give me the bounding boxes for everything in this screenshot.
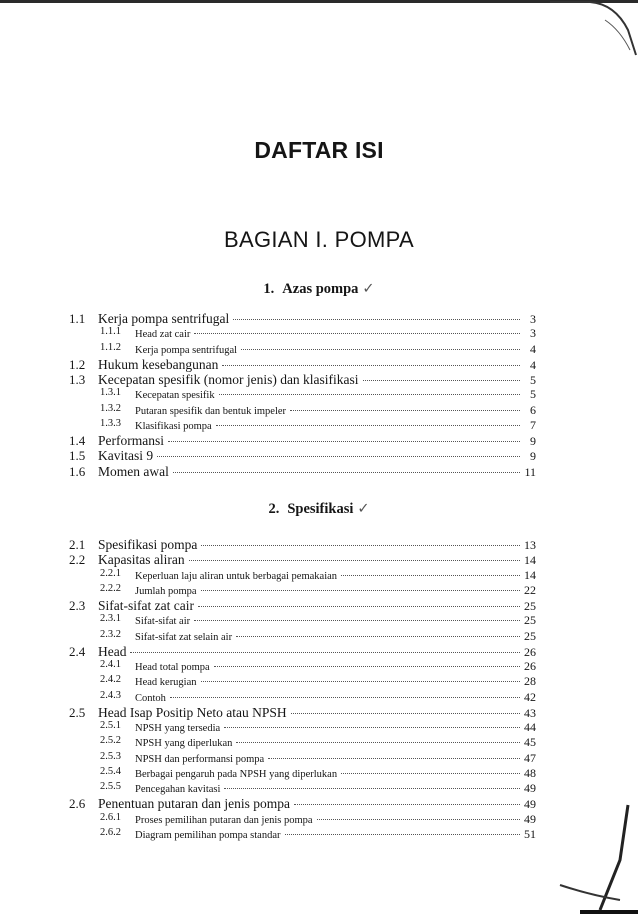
toc-entry-title: Head (98, 643, 127, 659)
toc-entry-page: 25 (524, 599, 536, 613)
toc-entry-title: Spesifikasi pompa (98, 537, 198, 552)
toc-entry-title: Hukum kesebangunan (98, 356, 219, 372)
toc-entry[interactable] (0, 552, 638, 568)
toc-entry-number: 2.5.3 (100, 750, 121, 762)
toc-entry-number: 1.4 (69, 433, 86, 448)
toc-entry-number: 2.5.4 (100, 765, 121, 777)
toc-entry[interactable] (0, 812, 638, 828)
toc-entry[interactable] (0, 720, 638, 736)
toc-entry[interactable] (0, 613, 638, 629)
toc-entry-title: Momen awal (98, 463, 169, 479)
toc-entry-page: 5 (530, 373, 536, 387)
toc-entry-page: 26 (524, 659, 536, 673)
toc-entry-page: 3 (530, 312, 536, 326)
toc-entry-page: 47 (524, 750, 536, 765)
toc-entry-number: 1.3.2 (100, 402, 121, 414)
toc-entry[interactable] (0, 326, 638, 342)
toc-entry-number: 2.5.2 (100, 735, 121, 747)
dot-leader (236, 636, 520, 637)
toc-entry-number: 1.5 (69, 448, 86, 464)
toc-entry-number: 2.2.2 (100, 582, 121, 594)
toc-entry-number: 2.4 (69, 643, 86, 659)
dot-leader (189, 560, 520, 561)
dot-leader (294, 804, 520, 805)
toc-entry-title: Putaran spesifik dan bentuk impeler (135, 405, 287, 417)
dot-leader (291, 713, 520, 714)
dot-leader (341, 773, 520, 774)
toc-entry-title: Kecepatan spesifik (135, 390, 215, 402)
toc-entry-page: 11 (524, 464, 536, 479)
toc-entry-page: 45 (524, 735, 536, 750)
section-title: Spesifikasi (287, 501, 354, 517)
dot-leader (222, 365, 520, 366)
toc-entry-number: 2.6.2 (100, 826, 121, 838)
toc-entry-title: Contoh (135, 692, 166, 704)
toc-entry[interactable] (0, 583, 638, 599)
toc-entry[interactable] (0, 629, 638, 645)
toc-entry[interactable] (0, 311, 638, 327)
toc-entry-title: Pencegahan kavitasi (135, 784, 221, 795)
toc-entry[interactable] (0, 796, 638, 812)
dot-leader (157, 456, 520, 457)
toc-entry-title: Kavitasi 9 (98, 448, 154, 464)
toc-entry-page: 51 (524, 826, 536, 841)
dot-leader (341, 575, 520, 576)
toc-entry-number: 2.4.2 (100, 674, 121, 686)
dot-leader (201, 681, 520, 682)
toc-entry-title: Head kerugian (135, 677, 197, 689)
dot-leader (224, 788, 520, 789)
dot-leader (201, 590, 520, 591)
toc-entry-title: Sifat-sifat zat cair (98, 598, 194, 613)
toc-entry-number: 2.3 (69, 598, 86, 613)
dot-leader (224, 727, 520, 728)
toc-entry[interactable] (0, 568, 638, 584)
toc-entry-page: 14 (524, 567, 536, 582)
dot-leader (290, 410, 520, 411)
toc-entry[interactable] (0, 674, 638, 690)
toc-entry-number: 1.1.2 (100, 341, 121, 353)
toc-entry[interactable] (0, 464, 638, 480)
toc-entry-page: 43 (524, 705, 536, 720)
toc-entry-page: 42 (524, 689, 536, 704)
toc-entry-page: 6 (530, 402, 536, 417)
dot-leader (219, 394, 520, 395)
toc-entry-title: Kapasitas aliran (98, 552, 185, 568)
dot-leader (317, 819, 520, 820)
toc-entry-title: Klasifikasi pompa (135, 420, 212, 432)
toc-entry-title: Kerja pompa sentrifugal (135, 344, 238, 356)
section-number: 2. (268, 501, 280, 517)
toc-entry-title: Proses pemilihan putaran dan jenis pompa (135, 814, 313, 826)
toc-entry-number: 2.4.1 (100, 659, 121, 670)
toc-entry[interactable] (0, 705, 638, 721)
toc-entry-title: Head total pompa (135, 662, 210, 673)
toc-entry-page: 9 (530, 434, 536, 448)
toc-entry-title: Berbagai pengaruh pada NPSH yang diperlukan (135, 768, 338, 780)
toc-entry-title: NPSH yang tersedia (135, 723, 221, 734)
toc-entry-page: 49 (524, 797, 536, 812)
toc-entry-number: 2.2 (69, 552, 86, 568)
dot-leader (241, 349, 520, 350)
toc-entry-title: Performansi (98, 433, 164, 448)
section-title: Azas pompa (282, 281, 359, 297)
toc-entry-page: 44 (524, 720, 536, 734)
toc-entry-page: 9 (530, 449, 536, 464)
toc-entry[interactable] (0, 418, 638, 434)
toc-entry-page: 49 (524, 811, 536, 826)
dot-leader (285, 834, 521, 835)
checkmark-icon: ✓ (362, 281, 375, 297)
toc-entry-page: 25 (524, 628, 536, 643)
scan-corner-mark (520, 0, 638, 60)
toc-entry-page: 22 (524, 582, 536, 597)
toc-entry[interactable] (0, 387, 638, 403)
toc-entry-number: 2.6.1 (100, 811, 121, 823)
section-number: 1. (263, 281, 275, 297)
toc-entry-page: 14 (524, 553, 536, 568)
toc-entry-page: 5 (530, 387, 536, 402)
toc-entry-number: 2.3.2 (100, 628, 121, 640)
toc-entry-page: 49 (524, 781, 536, 795)
toc-entry[interactable] (0, 781, 638, 797)
toc-entry[interactable] (0, 766, 638, 782)
toc-entry-title: Head zat cair (135, 329, 191, 341)
toc-entry-number: 2.2.1 (100, 567, 121, 579)
toc-entry-number: 1.3.3 (100, 417, 121, 429)
toc-entry-page: 26 (524, 644, 536, 659)
dot-leader (173, 472, 520, 473)
toc-entry-title: Diagram pemilihan pompa standar (135, 829, 281, 841)
toc-entry[interactable] (0, 448, 638, 464)
toc-entry-page: 28 (524, 674, 536, 689)
section-heading (0, 501, 638, 518)
toc-entry-number: 1.2 (69, 356, 86, 372)
toc-entry-number: 1.6 (69, 463, 86, 479)
dot-leader (130, 652, 520, 653)
section-heading (0, 281, 638, 298)
toc-entry-title: NPSH dan performansi pompa (135, 753, 265, 765)
toc-entry[interactable] (0, 735, 638, 751)
toc-entry[interactable] (0, 372, 638, 388)
toc-entry-number: 2.5.1 (100, 720, 121, 731)
toc-entry-number: 2.5 (69, 704, 86, 720)
toc-entry-title: Sifat-sifat zat selain air (135, 631, 233, 643)
toc-entry[interactable] (0, 827, 638, 843)
toc-entry-page: 3 (530, 326, 536, 341)
dot-leader (363, 380, 520, 381)
dot-leader (233, 319, 520, 320)
toc-entry[interactable] (0, 342, 638, 358)
toc-entry-number: 2.5.5 (100, 781, 121, 792)
dot-leader (216, 425, 520, 426)
toc-entry-number: 1.3 (69, 372, 86, 387)
part-title: BAGIAN I. POMPA (224, 227, 414, 252)
toc-entry-page: 48 (524, 765, 536, 780)
toc-entry[interactable] (0, 403, 638, 419)
toc-entry-title: Sifat-sifat air (135, 616, 191, 628)
checkmark-icon: ✓ (357, 501, 370, 517)
dot-leader (194, 333, 520, 334)
toc-entry-number: 2.4.3 (100, 689, 121, 701)
toc-entry-number: 1.1.1 (100, 326, 121, 338)
dot-leader (201, 545, 520, 546)
dot-leader (168, 441, 520, 442)
toc-entry-number: 2.6 (69, 796, 86, 812)
toc-entry-title: Head Isap Positip Neto atau NPSH (98, 704, 287, 720)
toc-entry[interactable] (0, 357, 638, 373)
toc-entry[interactable] (0, 598, 638, 614)
dot-leader (194, 620, 520, 621)
page-title: DAFTAR ISI (254, 137, 384, 163)
dot-leader (268, 758, 520, 759)
toc-entry-page: 7 (530, 417, 536, 432)
toc-entry-number: 2.1 (69, 537, 86, 552)
dot-leader (236, 742, 520, 743)
toc-entry[interactable] (0, 644, 638, 660)
dot-leader (198, 606, 520, 607)
toc-entry[interactable] (0, 751, 638, 767)
toc-entry[interactable] (0, 433, 638, 449)
dot-leader (214, 666, 520, 667)
toc-entry[interactable] (0, 659, 638, 675)
toc-entry-page: 25 (524, 613, 536, 628)
toc-entry-title: Jumlah pompa (135, 585, 197, 597)
toc-entry-title: NPSH yang diperlukan (135, 738, 233, 750)
toc-entry-number: 1.1 (69, 311, 86, 326)
toc-entry-number: 1.3.1 (100, 387, 121, 399)
toc-entry-page: 4 (530, 357, 536, 372)
toc-entry[interactable] (0, 537, 638, 553)
toc-entry[interactable] (0, 690, 638, 706)
toc-entry-title: Penentuan putaran dan jenis pompa (98, 796, 290, 812)
toc-entry-page: 4 (530, 341, 536, 356)
toc-entry-number: 2.3.1 (100, 613, 121, 625)
toc-entry-page: 13 (524, 538, 536, 552)
dot-leader (170, 697, 520, 698)
toc-entry-title: Kerja pompa sentrifugal (98, 311, 230, 326)
toc-entry-title: Keperluan laju aliran untuk berbagai pemakaian (135, 570, 338, 582)
toc-entry-title: Kecepatan spesifik (nomor jenis) dan klasifikasi (98, 372, 359, 387)
